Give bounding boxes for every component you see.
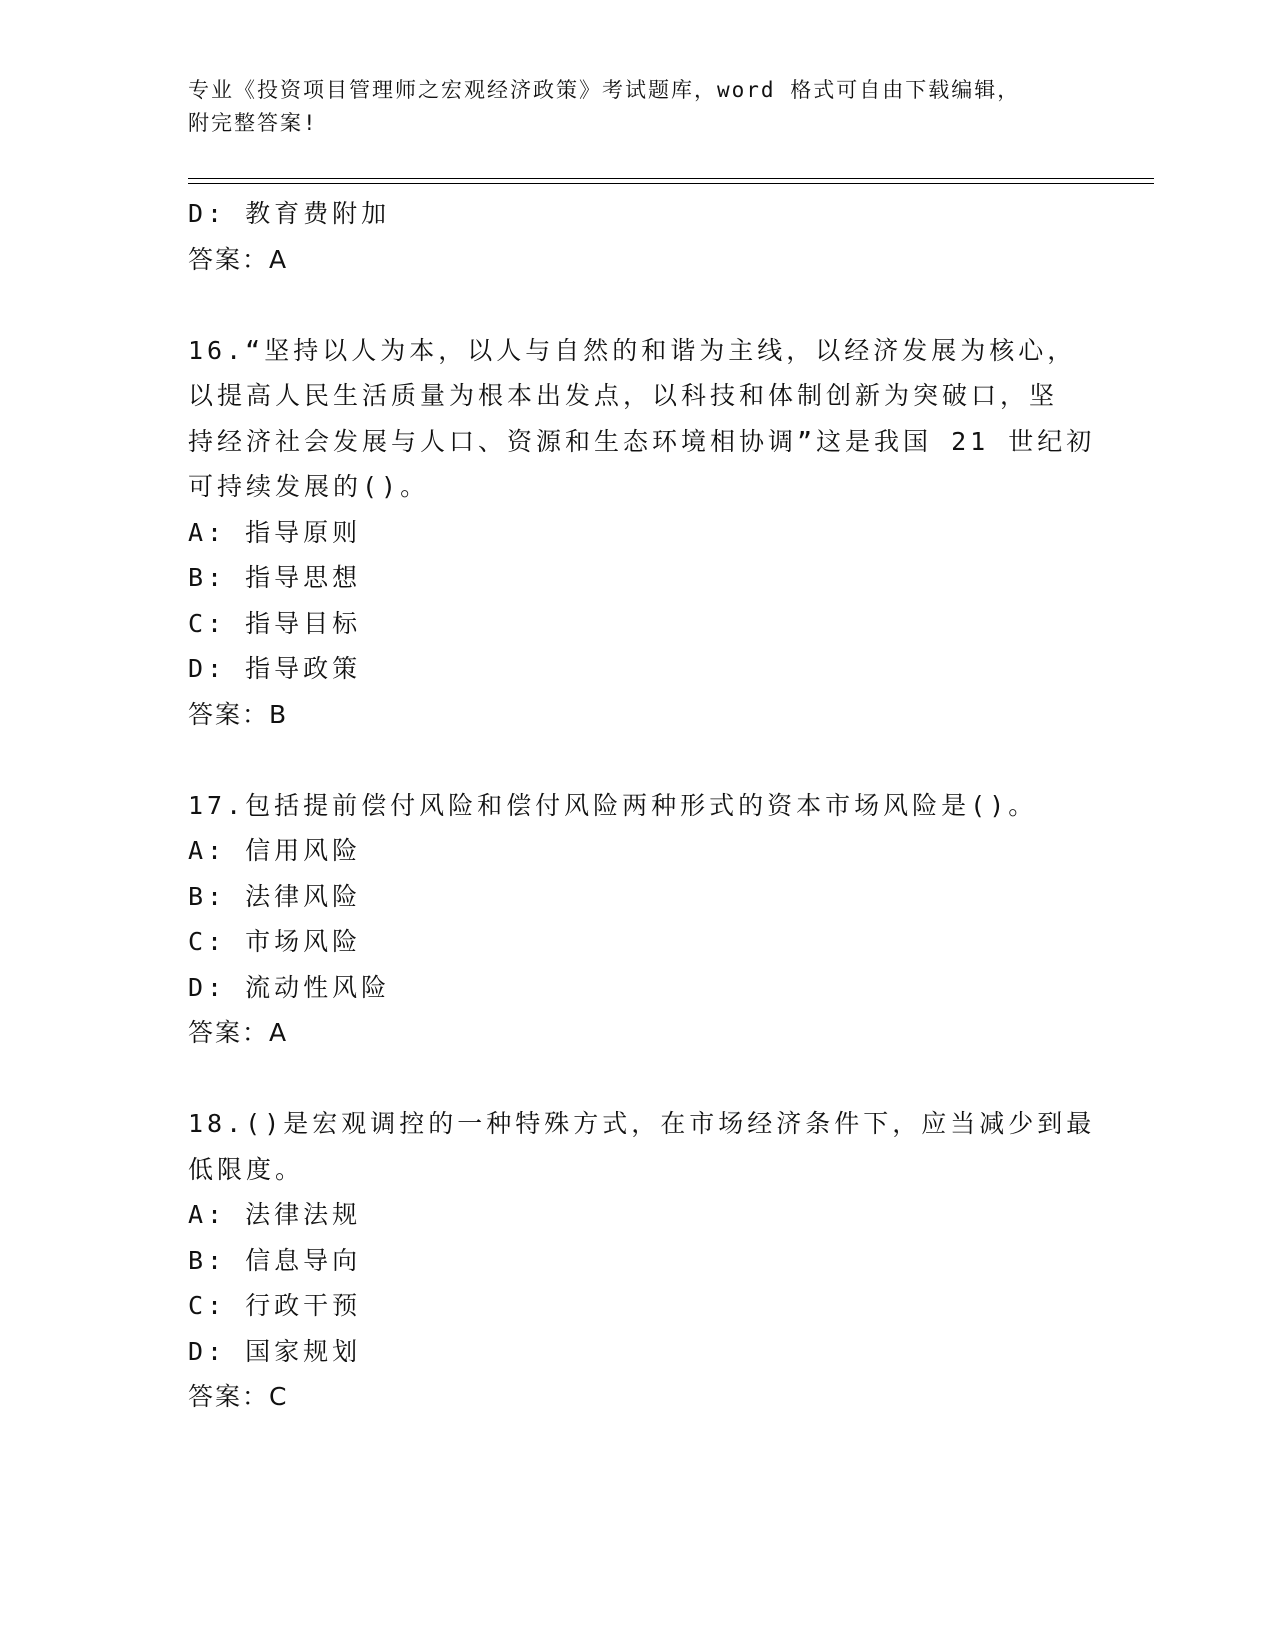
option-c: C: 指导目标 xyxy=(188,608,362,638)
question-16 xyxy=(188,328,1096,738)
header-divider-bottom xyxy=(188,183,1154,184)
question-17 xyxy=(188,783,1088,1056)
question-stem xyxy=(188,783,1088,829)
spacer xyxy=(188,737,1088,783)
option-b: B: 信息导向 xyxy=(188,1245,362,1275)
option-a: A: 法律法规 xyxy=(188,1200,362,1229)
answer-line: 答案：B xyxy=(188,699,289,729)
header-divider-top xyxy=(188,178,1154,179)
stem-line: 持经济社会发展与人口、资源和生态环境相协调”这是我国 21 世纪初 xyxy=(188,426,1096,456)
stem-line: 以提高人民生活质量为根本出发点，以科技和体制创新为突破口，坚 xyxy=(188,381,1059,410)
stem-line: 16.“坚持以人为本，以人与自然的和谐为主线，以经济发展为核心， xyxy=(188,335,1077,365)
question-stem xyxy=(188,1101,1096,1192)
answer-line: 答案：C xyxy=(188,1382,289,1411)
option-a: A: 指导原则 xyxy=(188,517,362,547)
option-d: D: 指导政策 xyxy=(188,654,362,683)
option-c: C: 行政干预 xyxy=(188,1291,362,1320)
stem-line: 低限度。 xyxy=(188,1154,305,1184)
stem-line: 可持续发展的()。 xyxy=(188,472,430,501)
prev-question-option-d: D: 教育费附加 xyxy=(188,199,391,228)
header-title-line-1: 专业《投资项目管理师之宏观经济政策》考试题库，word 格式可自由下载编辑， xyxy=(188,78,1021,102)
answer-line: 答案：A xyxy=(188,1018,289,1047)
document-header xyxy=(188,74,1068,140)
prev-question-answer: 答案：A xyxy=(188,244,289,274)
stem-line: 18.()是宏观调控的一种特殊方式，在市场经济条件下，应当减少到最 xyxy=(188,1109,1096,1138)
stem-line: 17.包括提前偿付风险和偿付风险两种形式的资本市场风险是()。 xyxy=(188,790,1038,820)
question-18 xyxy=(188,1101,1096,1420)
spacer xyxy=(188,282,1088,328)
option-d: D: 流动性风险 xyxy=(188,972,391,1002)
spacer xyxy=(188,1056,1088,1102)
option-d: D: 国家规划 xyxy=(188,1336,362,1366)
question-list xyxy=(188,191,1096,1420)
option-b: B: 指导思想 xyxy=(188,563,362,592)
option-c: C: 市场风险 xyxy=(188,927,362,956)
header-title-line-2: 附完整答案! xyxy=(188,111,318,135)
question-stem xyxy=(188,328,1096,510)
option-b: B: 法律风险 xyxy=(188,881,362,911)
option-a: A: 信用风险 xyxy=(188,836,362,865)
